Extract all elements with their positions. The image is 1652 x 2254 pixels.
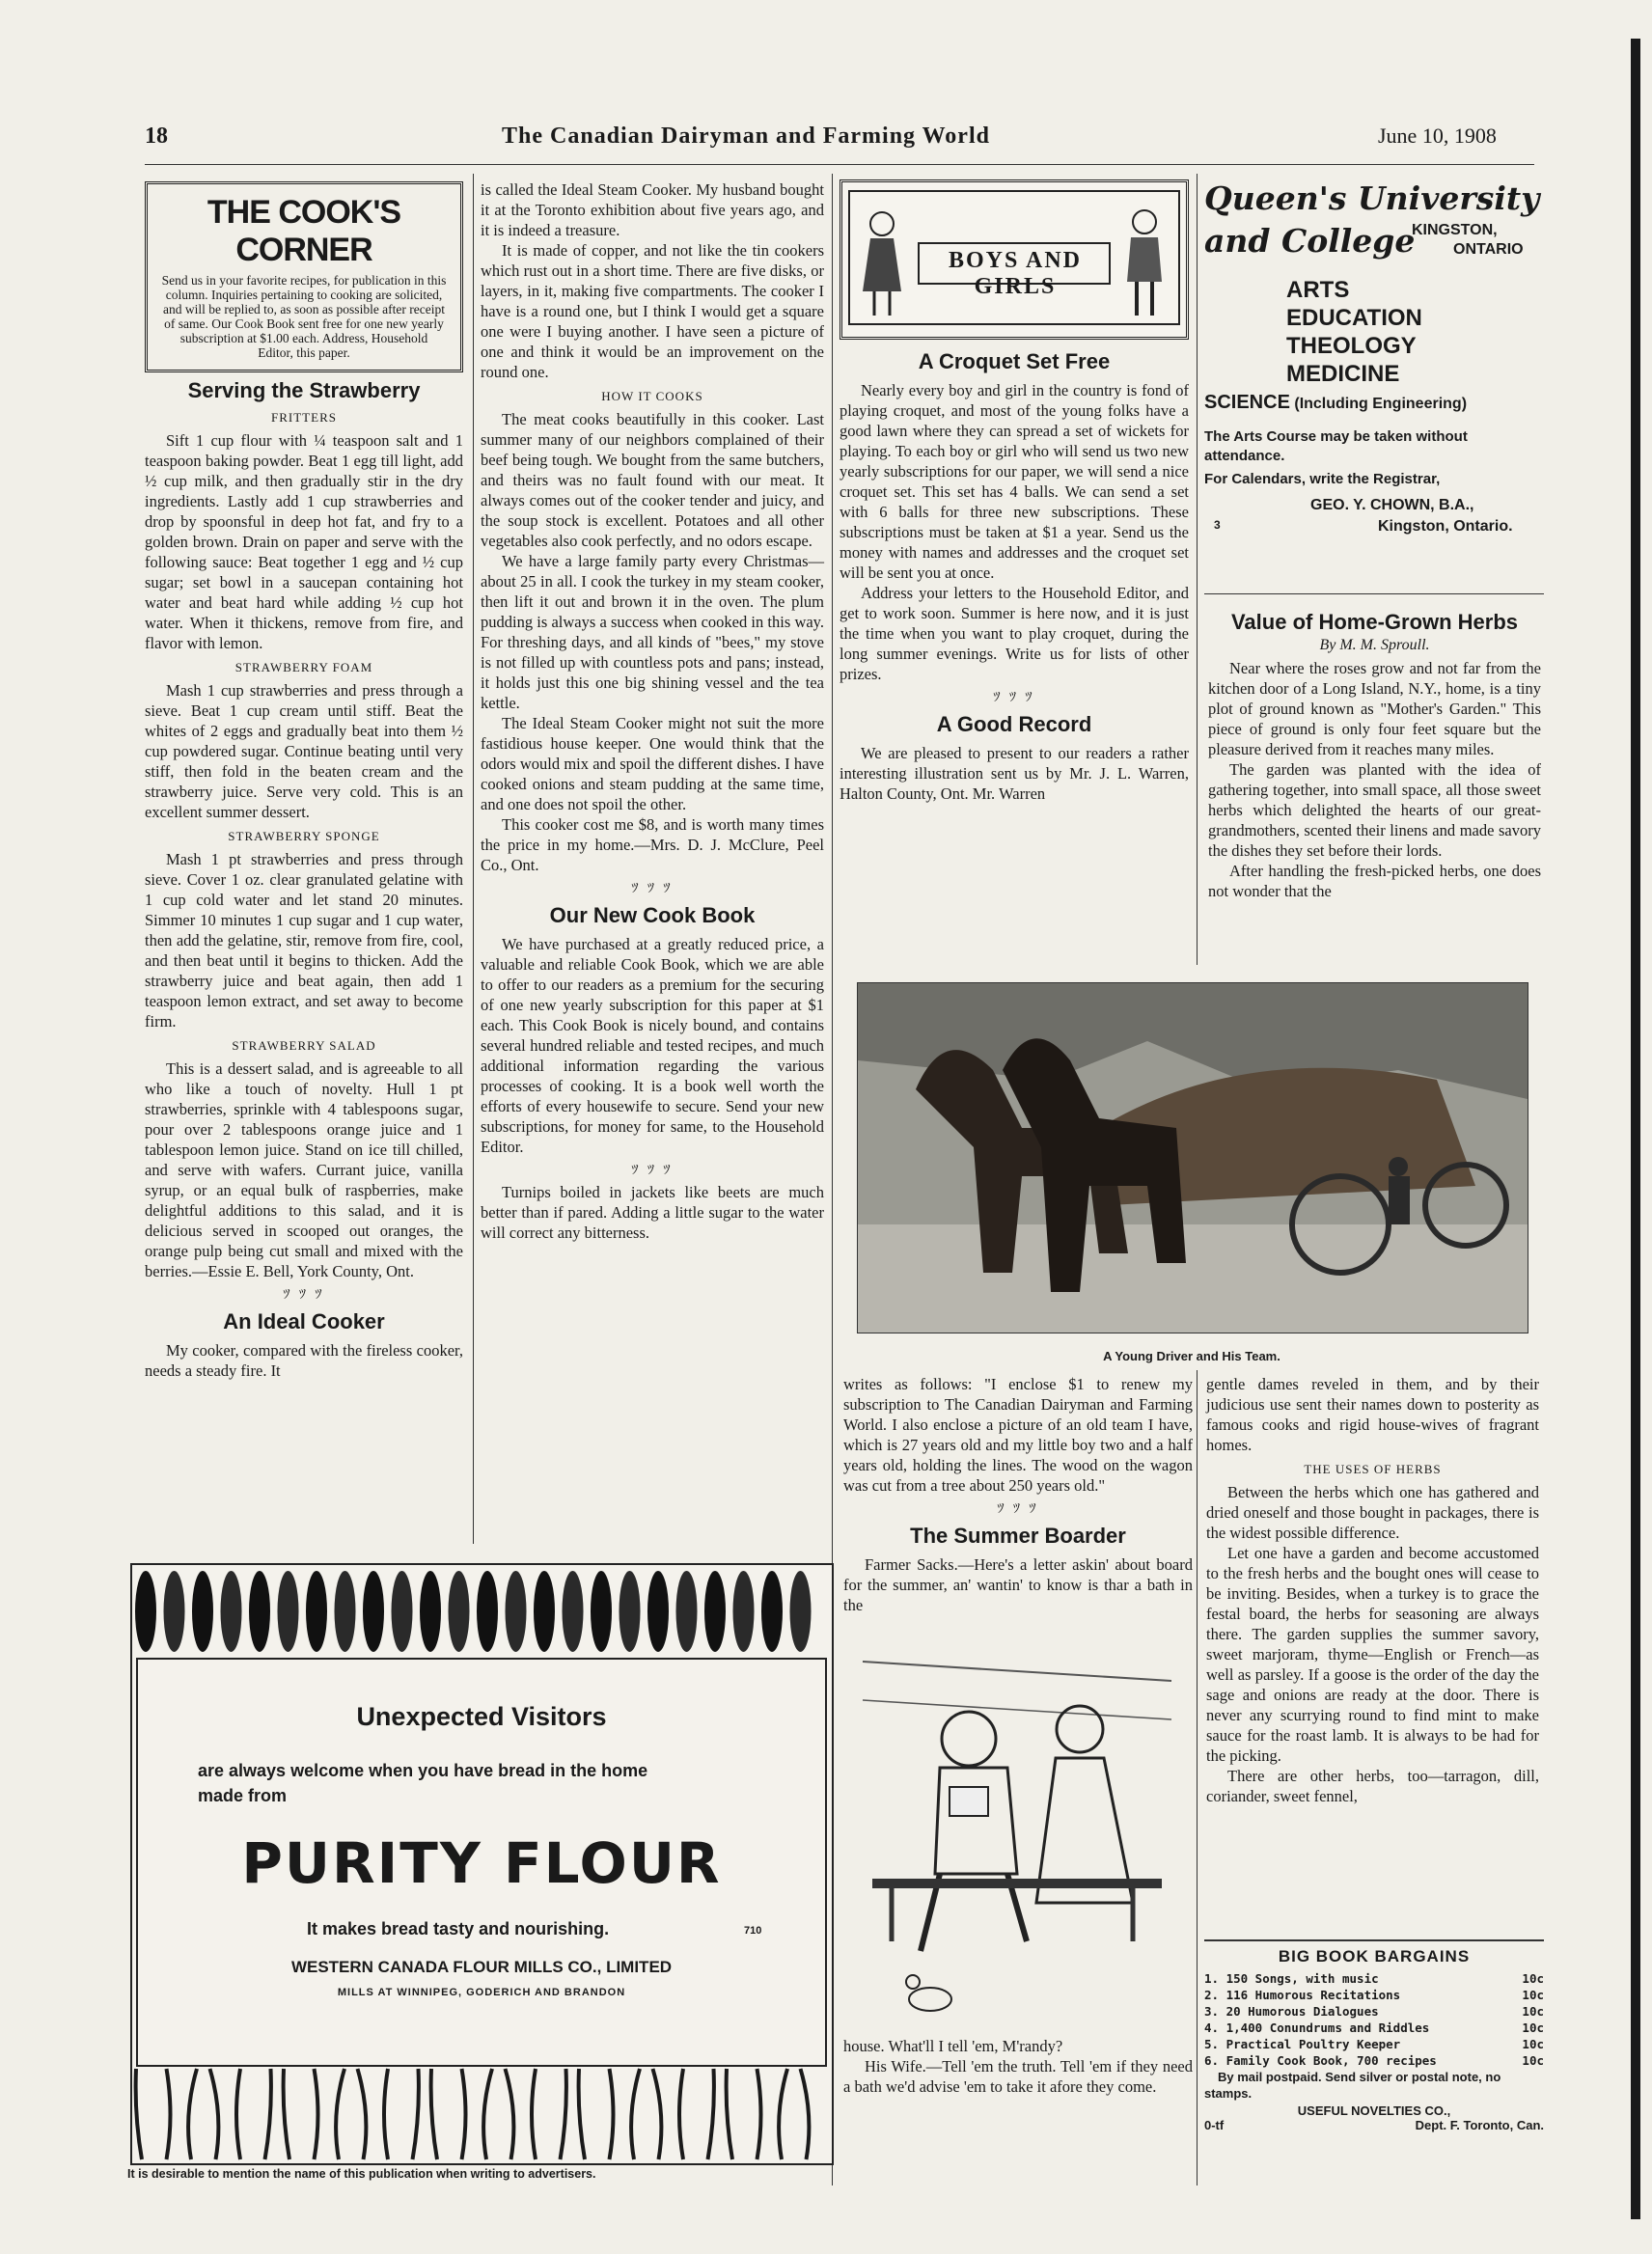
cooker-p2: It is made of copper, and not like the tin cookers which rust out in a short time. There are five disks, or layers, in it, making five compartments. The cooker I have is a round one, but I think I would get a square one were I buying another. I have seen a picture of one and think it would be an improvement on the round one. [481,241,824,381]
sponge-text: Mash 1 pt strawberries and press through sieve. Cover 1 oz. clear granulated gelatine with 1 cup cold water and let stand 20 minutes. Simmer 10 minutes 1 cup sugar and 1 cup water, then add the gelatine, stir, remove from fire, cool, and then beat until it begins to thicken. Add the strawberry juice and beat again, then add 1 teaspoon lemon extract, and set away to become firm. [145,850,463,1031]
ad-code: 3 [1214,518,1221,532]
herbs-heading: Value of Home-Grown Herbs [1230,610,1519,634]
cookbook-text: We have purchased at a greatly reduced price, a valuable and reliable Cook Book, which we are able to offer to our readers as a premium for the securing of one new yearly subscription for this paper at $1 each. This Cook Book is nicely bound, and contains several hundred reliable and tested recipes, and much additional information regarding the various processes of cooking. It is a book well worth the efforts of every housewife to secure. Send your new subscriptions, for money for same, to the Household Editor. [481,935,824,1156]
purity-company: WESTERN CANADA FLOUR MILLS CO., LIMITED [290,1958,673,1976]
queens-location-2: ONTARIO [1453,241,1524,258]
cooks-corner-column [145,181,463,1381]
herbs-p3: After handling the fresh-picked herbs, one does not wonder that the [1208,862,1541,900]
calendars-note: For Calendars, write the Registrar, [1204,471,1441,487]
boarder-cartoon [843,1623,1193,2028]
page-number: 18 [145,124,168,149]
record-continued: writes as follows: "I enclose $1 to renew my subscription to The Canadian Dairyman and Farming World. I also enclose a picture of an old team I have, which is 27 years old and my little boy two and a half years old, holding the lines. The wood on the wagon was cut from a tree about 250 years old." [843,1375,1193,1495]
strawberry-heading: Serving the Strawberry [187,378,421,402]
faculty-education: EDUCATION [1286,305,1422,331]
purity-mills: MILLS AT WINNIPEG, GODERICH AND BRANDON [337,1987,626,1998]
bargain-item: 5. Practical Poultry Keeper 10c [1204,2037,1544,2051]
column-rule [473,174,474,1544]
ideal-cooker-start: My cooker, compared with the fireless cooker, needs a steady fire. It [145,1341,463,1380]
cooker-p5: The Ideal Steam Cooker might not suit the more fastidious house keeper. One would think that the odors would mix and spoil the different dishes. I have cooked onions and steam pudding at the same time, and one does not spoil the other. [481,714,824,813]
cooks-corner-box [145,181,463,372]
foam-title: STRAWBERRY FOAM [234,660,373,674]
cooks-corner-intro: Send us in your favorite recipes, for publication in this column. Inquiries pertaining to cooking are solicited, and will be replied to, as soon as possible after receipt of same. Our Cook Book sent free for one new yearly subscription at $1.00 each. Address, Household Editor, this paper. [161,273,447,360]
horses-wagon-photo [858,983,1528,1333]
footer-note: It is desirable to mention the name of this publication when writing to advertisers. [127,2167,596,2181]
bargain-item: 6. Family Cook Book, 700 recipes 10c [1204,2053,1544,2068]
boys-girls-banner-text: BOYS AND GIRLS [948,248,1083,299]
faculty-theology: THEOLOGY [1286,333,1417,359]
herbs-p5: Between the herbs which one has gathered and dried oneself and those bought in packages, there is the widest possible difference. [1206,1483,1539,1542]
croquet-text: Nearly every boy and girl in the country is fond of playing croquet, and most of the young folks have a good lawn where they can spread a set of wickets for playing. To each boy or girl who will send us two new yearly subscriptions for our paper, we will send a nice croquet set. This set has 4 balls. We can send a set with 6 balls for three new subscriptions. These subscriptions must be taken at $1 a year. Send us the money with names and addresses and the croquet set will be sent you at once. [840,381,1189,582]
herbs-continued-column [1206,1374,1539,1806]
boys-girls-banner [840,179,1189,340]
bargain-item: 1. 150 Songs, with music 10c [1204,1971,1544,1986]
turnips-text: Turnips boiled in jackets like beets are much better than if pared. Adding a little sugar to the water will correct any bitterness. [481,1183,824,1242]
ornament: ﾂ ﾂ ﾂ [283,1288,325,1303]
team-photo [857,982,1528,1333]
bargains-list [1204,1970,1544,2069]
science-note: (Including Engineering) [1294,396,1468,412]
purity-flour-ad [130,1563,834,2165]
column-rule [1197,1370,1198,2185]
page-edge [1631,39,1640,2219]
column-rule [832,174,833,1544]
herbs-article [1208,606,1541,901]
croquet-text-2: Address your letters to the Household Editor, and get to work soon. Summer is here now, and it is just the time when you want to play croquet, during the long summer evenings. Write us for lists of other prizes. [840,584,1189,683]
cooker-continued: is called the Ideal Steam Cooker. My husband bought it at the Toronto exhibition about five years ago, and it is indeed a treasure. [481,180,824,239]
purity-tagline: It makes bread tasty and nourishing. [307,1919,610,1938]
herbs-p2: The garden was planted with the idea of gathering together, into small space, all those sweet herbs which delighted the hearts of our great-grandmothers, scented their linens and made savory the dishes they set before their lords. [1208,760,1541,860]
cooker-p3: The meat cooks beautifully in this cooker. Last summer many of our neighbors complained of their beef being tough. We bought from the same butchers, and theirs was no fault found with our meat. It always comes out of the cooker tender and juicy, and the soup stock is excellent. Potatoes and all other vegetables also cook perfectly, and no odors escape. [481,410,824,550]
boarder-heading: The Summer Boarder [910,1524,1126,1548]
queens-location-1: KINGSTON, [1412,222,1498,238]
bargains-company: USEFUL NOVELTIES CO., [1297,2103,1451,2118]
purity-brand: PURITY FLOUR [241,1830,722,1896]
photo-caption: A Young Driver and His Team. [1103,1349,1280,1363]
publication-title: The Canadian Dairyman and Farming World [502,124,990,149]
bargain-item: 3. 20 Humorous Dialogues 10c [1204,2004,1544,2019]
ideal-cooker-heading: An Ideal Cooker [223,1309,385,1333]
herbs-byline: By M. M. Sproull. [1319,637,1430,653]
cooks-corner-title: THE COOK'S CORNER [206,194,401,268]
ornament: ﾂ ﾂ ﾂ [631,882,674,896]
header-rule [145,164,1534,165]
cartoon-illustration [843,1623,1193,2028]
purity-headline: Unexpected Visitors [356,1702,607,1731]
record-heading: A Good Record [936,712,1092,736]
record-continued-column [843,1374,1193,2097]
bargain-item: 4. 1,400 Conundrums and Riddles 10c [1204,2020,1544,2035]
bargain-item: 2. 116 Humorous Recitations 10c [1204,1988,1544,2002]
bargains-note: By mail postpaid. Send silver or postal note, no stamps. [1204,2070,1501,2101]
foam-text: Mash 1 cup strawberries and press through a sieve. Beat 1 cup cream until stiff. Beat the whites of 2 eggs and gradually beat into them ½ cup powdered sugar. Continue beating until very stiff, then fold in the beaten cream and the strawberry juice. Serve very cold. This is an excellent summer dessert. [145,681,463,821]
boarder-end-2: His Wife.—Tell 'em the truth. Tell 'em if they need a bath we'd advise 'em to take it afore they come. [843,2057,1193,2096]
purity-line-1: are always welcome when you have bread in the home [198,1761,648,1780]
bargains-dept: Dept. F. Toronto, Can. [1415,2118,1544,2132]
herbs-p7: There are other herbs, too—tarragon, dill, coriander, sweet fennel, [1206,1767,1539,1805]
queens-subtitle: and College [1204,222,1416,260]
book-bargains-ad [1204,1939,1544,2132]
ornament: ﾂ ﾂ ﾂ [997,1502,1039,1517]
fritters-text: Sift 1 cup flour with ¼ teaspoon salt and 1 teaspoon baking powder. Beat 1 egg till light, add ½ cup milk, and then gradually stir in the dry ingredients. Lastly add 1 cup strawberries and drop by spoonsful in deep hot fat, and fry to a golden brown. Drain on paper and serve with the following sauce: Beat together 1 egg and ½ cup sugar; set bowl in a saucepan containing hot water and beat hard while adding ½ cup hot water. When it thickens, remove from fire, and flavor with lemon. [145,431,463,652]
faculty-science: SCIENCE [1204,392,1290,413]
herbs-p6: Let one have a garden and become accustomed to the fresh herbs and the bought ones will cease to be inviting. Besides, when a turkey is to grace the festal board, the herbs for seasoning are always there. The garden supplies the summer savory, sweet marjoram, thyme—English or French—as well as parsley. If a goose is the order of the day the sage and onions are ready at the door. There is never any scurrying round to find mint to make sauce for the roast lamb. It is always to be had for the picking. [1206,1544,1539,1765]
fritters-title: FRITTERS [271,410,337,425]
bargains-code: 0-tf [1204,2118,1225,2132]
uses-of-herbs-title: THE USES OF HERBS [1304,1462,1442,1476]
cookbook-heading: Our New Cook Book [549,903,756,927]
column-rule [1197,174,1198,965]
sponge-title: STRAWBERRY SPONGE [228,829,380,843]
purity-ad-panel [136,1658,827,2067]
salad-title: STRAWBERRY SALAD [232,1038,376,1053]
page-header [145,124,1544,156]
faculty-medicine: MEDICINE [1286,361,1400,387]
issue-date: June 10, 1908 [1378,124,1497,148]
boarder-end-1: house. What'll I tell 'em, M'randy? [843,2037,1063,2055]
record-text: We are pleased to present to our readers a rather interesting illustration sent us by Mr. J. L. Warren, Halton County, Ont. Mr. Warren [840,744,1189,803]
herbs-p1: Near where the roses grow and not far from the kitchen door of a Long Island, N.Y., home, is a tiny plot of ground known as "Mother's Garden." This piece of ground is only four feet square but the pleasure derived from it reaches many miles. [1208,659,1541,758]
queens-university-ad [1204,179,1544,543]
purity-ad-code: 710 [744,1925,762,1937]
cooker-column [481,179,824,1243]
cooker-p4: We have a large family party every Christmas—about 25 in all. I cook the turkey in my steam cooker, then lift it out and brown it in the oven. The plum pudding is always a success when cooked in this way. For threshing days, and all kinds of "bees," my stove is not filled up with countless pots and pans; instead, it holds just this one big shining vessel and the tea kettle. [481,552,824,712]
purity-line-2: made from [198,1786,288,1805]
arts-note: The Arts Course may be taken without attendance. [1204,428,1468,464]
boys-girls-column [840,179,1189,804]
salad-text: This is a dessert salad, and is agreeable to all who like a touch of novelty. Hull 1 pt strawberries, sprinkle with 4 tablespoons sugar, pour over 2 tablespoons orange juice and 1 tablespoon lemon juice. Stand on ice till chilled, and serve with wafers. Currant juice, vanilla syrup, or an equal bulk of raspberries, make delightful additions to this salad, and it is delicious served in scooped out oranges, the orange pulp being cut small and mixed with the berries.—Essie E. Bell, York County, Ont. [145,1059,463,1280]
croquet-heading: A Croquet Set Free [918,349,1111,373]
registrar-address: Kingston, Ontario. [1378,518,1513,535]
how-it-cooks-title: HOW IT COOKS [601,389,703,403]
cooker-p6: This cooker cost me $8, and is worth many times the price in my home.—Mrs. D. J. McClure, Peel Co., Ont. [481,815,824,874]
queens-title: Queen's University [1204,179,1540,217]
boarder-text: Farmer Sacks.—Here's a letter askin' about board for the summer, an' wantin' to know is thar a bath in the [843,1555,1193,1614]
registrar-name: GEO. Y. CHOWN, B.A., [1310,497,1474,513]
bargains-title: BIG BOOK BARGAINS [1278,1947,1471,1965]
faculty-arts: ARTS [1286,277,1350,303]
ornament: ﾂ ﾂ ﾂ [631,1164,674,1178]
ornament: ﾂ ﾂ ﾂ [993,691,1035,705]
herbs-p4: gentle dames reveled in them, and by their judicious use sent their names down to posterity as famous cooks and rigid house-wives of fragrant homes. [1206,1375,1539,1454]
section-rule [1204,593,1544,594]
